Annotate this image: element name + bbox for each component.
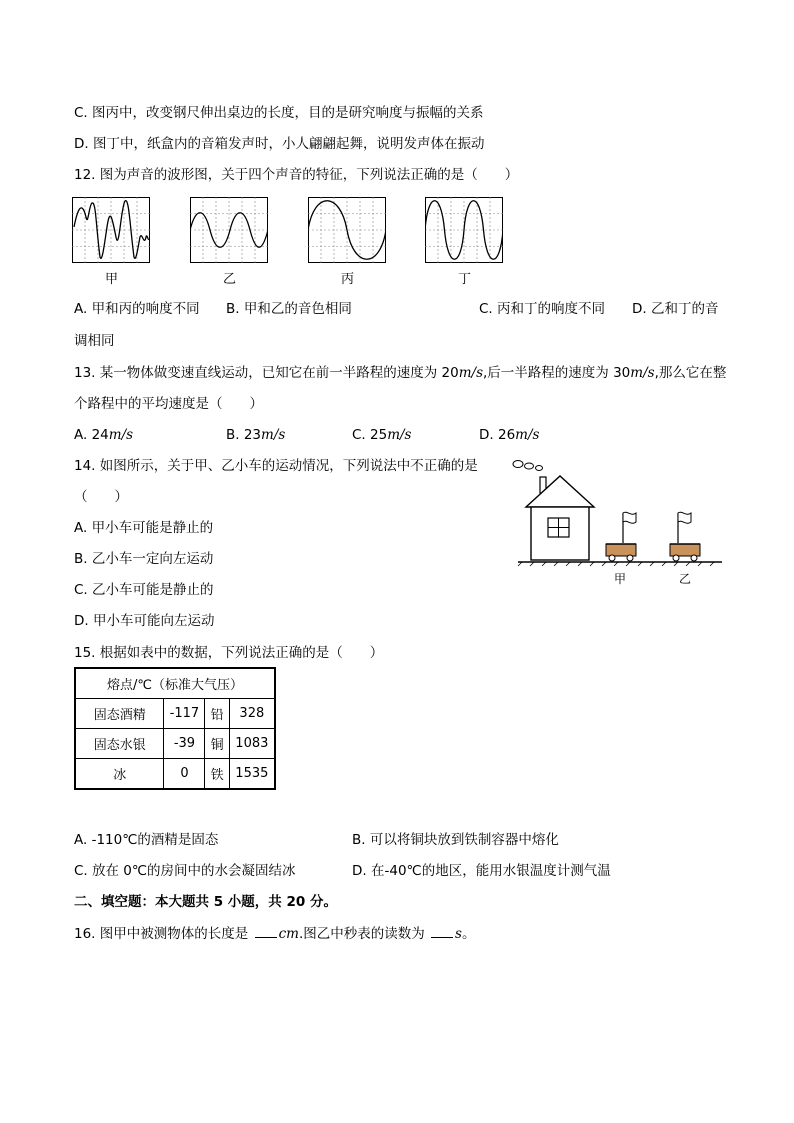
table-cell: 固态酒精 — [75, 699, 164, 729]
waveform-jia — [72, 197, 150, 263]
answer-blank-1[interactable] — [255, 925, 277, 938]
q12-option-b: B. 甲和乙的音色相同 — [226, 301, 352, 317]
wheel-icon — [609, 555, 615, 561]
smoke-puff-icon — [525, 463, 534, 469]
waveform-label-ding: 丁 — [458, 272, 472, 287]
q14-option-a: A. 甲小车可能是静止的 — [74, 520, 214, 536]
answer-blank-2[interactable] — [431, 925, 453, 938]
cart-yi — [670, 512, 700, 561]
q16-stem: 16. 图甲中被测物体的长度是 cm.图乙中秒表的读数为 s。 — [74, 926, 476, 942]
waveform-bing — [308, 197, 386, 263]
table-header: 熔点/℃（标准大气压） — [75, 668, 275, 699]
table-cell: 固态水银 — [75, 729, 164, 759]
q14-option-c: C. 乙小车可能是静止的 — [74, 582, 214, 598]
flag-icon — [623, 512, 636, 523]
table-cell: 0 — [164, 759, 205, 790]
q12-stem: 12. 图为声音的波形图，关于四个声音的特征，下列说法正确的是（ ） — [74, 167, 519, 183]
q12-option-d-cont: 调相同 — [74, 333, 115, 349]
cart-label-jia: 甲 — [614, 572, 627, 586]
table-row — [75, 759, 275, 790]
cart-jia — [606, 512, 636, 561]
smoke-puff-icon — [536, 466, 543, 471]
table-cell: 1083 — [229, 729, 275, 759]
melting-point-table — [74, 667, 276, 790]
table-cell: 冰 — [75, 759, 164, 790]
wheel-icon — [691, 555, 697, 561]
q15-option-b: B. 可以将铜块放到铁制容器中熔化 — [352, 832, 559, 848]
table-cell: 铁 — [205, 759, 229, 790]
section-title: 二、填空题：本大题共 5 小题，共 20 分。 — [74, 894, 337, 910]
q13-stem-line2: 个路程中的平均速度是（ ） — [74, 396, 263, 412]
q13-option-a: A. 24m/s — [74, 427, 134, 443]
waveform-label-jia: 甲 — [105, 272, 119, 287]
q12-option-c: C. 丙和丁的响度不同 — [479, 301, 606, 317]
flag-icon — [678, 512, 691, 523]
q13-option-b: B. 23m/s — [226, 427, 286, 443]
q11-option-d: D. 图丁中，纸盒内的音箱发声时，小人翩翩起舞，说明发声体在振动 — [74, 136, 485, 152]
wheel-icon — [673, 555, 679, 561]
waveform-label-yi: 乙 — [223, 272, 237, 287]
q14-option-b: B. 乙小车一定向左运动 — [74, 551, 214, 567]
q14-stem: 14. 如图所示，关于甲、乙小车的运动情况，下列说法中不正确的是 — [74, 458, 478, 474]
q12-option-d: D. 乙和丁的音 — [632, 301, 719, 317]
q15-option-d: D. 在-40℃的地区，能用水银温度计测气温 — [352, 863, 611, 879]
table-cell: 1535 — [229, 759, 275, 790]
table-cell: -39 — [164, 729, 205, 759]
q13-stem-line1: 13. 某一物体做变速直线运动，已知它在前一半路程的速度为 20m/s,后一半路程的速度为 30m/s,那么它在整 — [74, 365, 727, 381]
house-roof — [526, 476, 594, 507]
q15-option-a: A. -110℃的酒精是固态 — [74, 832, 219, 848]
table-row — [75, 668, 275, 699]
q15-option-c: C. 放在 0℃的房间中的水会凝固结冰 — [74, 863, 296, 879]
waveform-ding — [425, 197, 503, 263]
q14-option-d: D. 甲小车可能向左运动 — [74, 613, 215, 629]
smoke-puff-icon — [513, 461, 523, 468]
wheel-icon — [627, 555, 633, 561]
q13-option-d: D. 26m/s — [479, 427, 540, 443]
table-cell: 328 — [229, 699, 275, 729]
q14-paren: （ ） — [74, 489, 128, 505]
waveform-label-bing: 丙 — [341, 272, 355, 287]
q13-option-c: C. 25m/s — [352, 427, 412, 443]
table-row — [75, 699, 275, 729]
q11-option-c: C. 图丙中，改变钢尺伸出桌边的长度，目的是研究响度与振幅的关系 — [74, 105, 484, 121]
table-row — [75, 729, 275, 759]
house-carts-figure — [510, 455, 725, 585]
table-cell: -117 — [164, 699, 205, 729]
waveform-yi — [190, 197, 268, 263]
q12-option-a: A. 甲和丙的响度不同 — [74, 301, 200, 317]
cart-label-yi: 乙 — [679, 572, 692, 586]
table-cell: 铜 — [205, 729, 229, 759]
q15-stem: 15. 根据如表中的数据，下列说法正确的是（ ） — [74, 645, 384, 661]
table-cell: 铅 — [205, 699, 229, 729]
